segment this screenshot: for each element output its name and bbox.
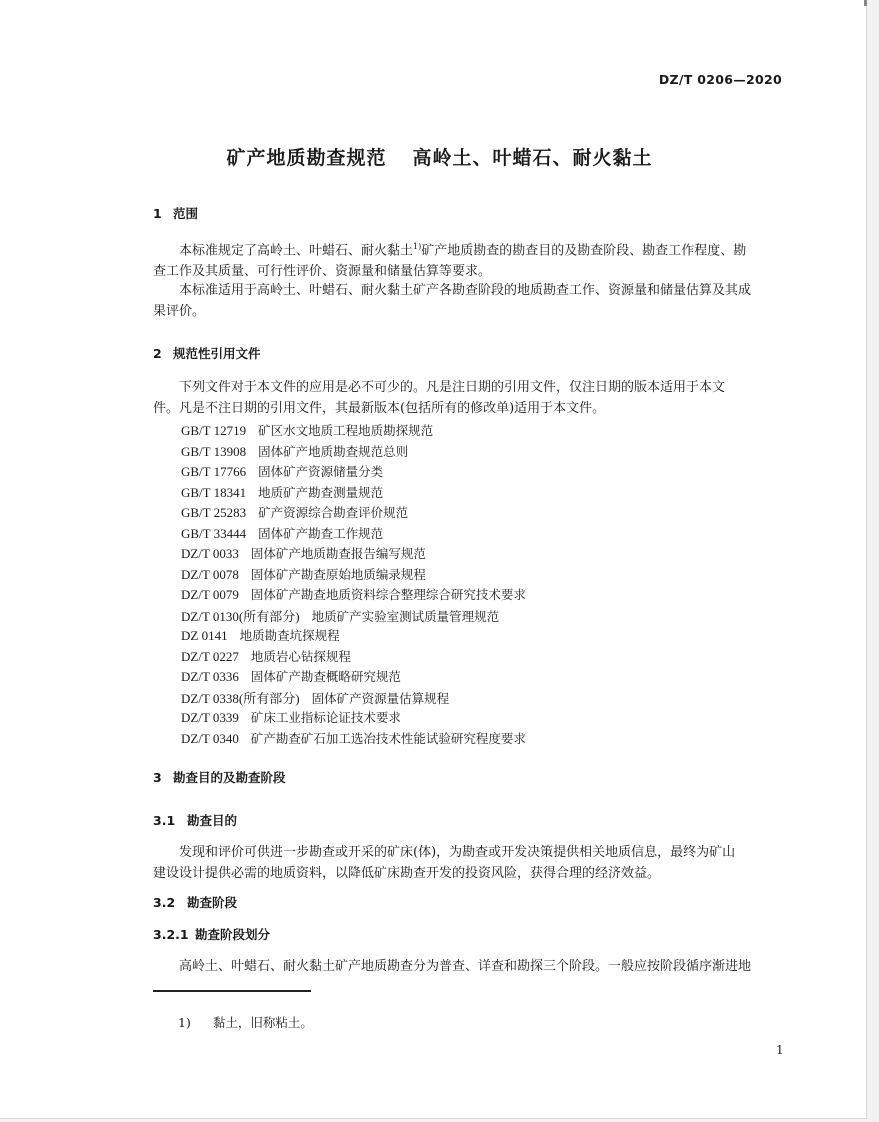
reference-title: 固体矿产资源储量分类 [258, 464, 384, 479]
reference-item [181, 585, 526, 603]
reference-title: 矿区水文地质工程地质勘探规范 [258, 423, 434, 438]
reference-item [181, 688, 449, 707]
reference-title: 固体矿产勘查工作规范 [258, 525, 384, 541]
reference-code: DZ 0141 [181, 628, 228, 643]
reference-item [181, 544, 426, 562]
title-part-2: 高岭土、叶蜡石、耐火黏土 [412, 147, 653, 169]
reference-code: DZ/T 0340 [181, 730, 239, 746]
reference-title: 固体矿产勘查原始地质编录规程 [250, 566, 426, 582]
reference-code: GB/T 17766 [181, 464, 247, 479]
section-1-heading: 1 范围 [153, 206, 199, 221]
reference-title: 矿产资源综合勘查评价规范 [258, 505, 409, 520]
reference-code: GB/T 18341 [181, 484, 247, 500]
reference-code: GB/T 25283 [181, 505, 247, 520]
page-title [0, 143, 879, 170]
reference-item [181, 708, 401, 726]
reference-item [181, 626, 340, 644]
section-3-heading: 3 勘查目的及勘查阶段 [153, 770, 286, 785]
reference-item [181, 524, 383, 542]
page-corner-mark [864, 0, 867, 6]
section-2-heading: 2 规范性引用文件 [153, 346, 261, 361]
reference-title: 固体矿产勘查概略研究规范 [250, 669, 401, 684]
reference-code: GB/T 33444 [181, 525, 247, 541]
section-1-paragraph-2: 本标准适用于高岭土、叶蜡石、耐火黏土矿产各勘查阶段的地质勘查工作、资源量和储量估算及其成 果评价。 [153, 283, 752, 319]
footnote-ref: 1) [413, 242, 422, 251]
reference-title: 地质矿产勘查测量规范 [258, 484, 384, 500]
reference-code: DZ/T 0079 [181, 587, 239, 602]
reference-code: DZ/T 0339 [181, 710, 239, 725]
page-number: 1 [776, 1043, 784, 1057]
reference-code: GB/T 13908 [181, 443, 247, 459]
footnote-text: 黏土，旧称粘土。 [212, 1015, 313, 1030]
reference-item [181, 503, 408, 521]
reference-code: DZ/T 0130(所有部分) [181, 608, 300, 624]
section-3-2-1-heading: 3.2.1 勘查阶段划分 [153, 927, 271, 942]
reference-title: 固体矿产地质勘查报告编写规范 [250, 546, 426, 561]
section-3-2-heading: 3.2 勘查阶段 [153, 895, 238, 910]
footnote [178, 1013, 313, 1031]
reference-item [181, 442, 408, 460]
reference-code: DZ/T 0033 [181, 546, 239, 561]
reference-item [181, 462, 383, 480]
reference-title: 地质岩心钻探规程 [250, 648, 351, 664]
section-2-paragraph-1: 下列文件对于本文件的应用是必不可少的。凡是注日期的引用文件，仅注日期的版本适用于本文 件。凡是不注日期的引用文件，其最新版本(包括所有的修改单)适用于本文件。 [153, 380, 726, 416]
reference-item [181, 565, 426, 583]
reference-code: GB/T 12719 [181, 423, 247, 438]
reference-item [181, 729, 526, 747]
reference-title: 矿产勘查矿石加工选冶技术性能试验研究程度要求 [250, 730, 526, 746]
reference-item [181, 667, 401, 685]
reference-title: 地质矿产实验室测试质量管理规范 [311, 608, 500, 624]
reference-code: DZ/T 0338(所有部分) [181, 690, 300, 706]
reference-title: 固体矿产资源量估算规程 [311, 690, 450, 706]
reference-item [181, 421, 433, 439]
reference-title: 矿床工业指标论证技术要求 [250, 710, 401, 725]
reference-item [181, 606, 499, 625]
reference-item [181, 647, 351, 665]
reference-title: 固体矿产勘查地质资料综合整理综合研究技术要求 [250, 587, 526, 602]
reference-code: DZ/T 0078 [181, 566, 239, 582]
reference-code: DZ/T 0336 [181, 669, 239, 684]
reference-code: DZ/T 0227 [181, 648, 239, 664]
reference-title: 固体矿产地质勘查规范总则 [258, 443, 409, 459]
section-3-2-1-paragraph-1: 高岭土、叶蜡石、耐火黏土矿产地质勘查分为普查、详查和勘探三个阶段。一般应按阶段循序渐进地 [179, 959, 752, 974]
title-part-1: 矿产地质勘查规范 [226, 147, 387, 169]
footnote-divider [153, 990, 311, 992]
section-1-paragraph-1: 本标准规定了高岭土、叶蜡石、耐火黏土$^{1)}$矿产地质勘查的勘查目的及勘查阶段、勘查工作程度、勘 查工作及其质量、可行性评价、资源量和储量估算等要求。 [153, 242, 747, 280]
footnote-mark: 1) [178, 1015, 191, 1030]
document-id: DZ/T 0206—2020 [658, 72, 782, 87]
section-3-1-heading: 3.1 勘查目的 [153, 813, 238, 828]
reference-item [181, 483, 383, 501]
section-3-1-paragraph-1: 发现和评价可供进一步勘查或开采的矿床(体)，为勘查或开发决策提供相关地质信息，最终为矿山 建设设计提供必需的地质资料，以降低矿床勘查开发的投资风险，获得合理的经济效益。 [153, 845, 736, 881]
reference-title: 地质勘查坑探规程 [239, 628, 340, 643]
